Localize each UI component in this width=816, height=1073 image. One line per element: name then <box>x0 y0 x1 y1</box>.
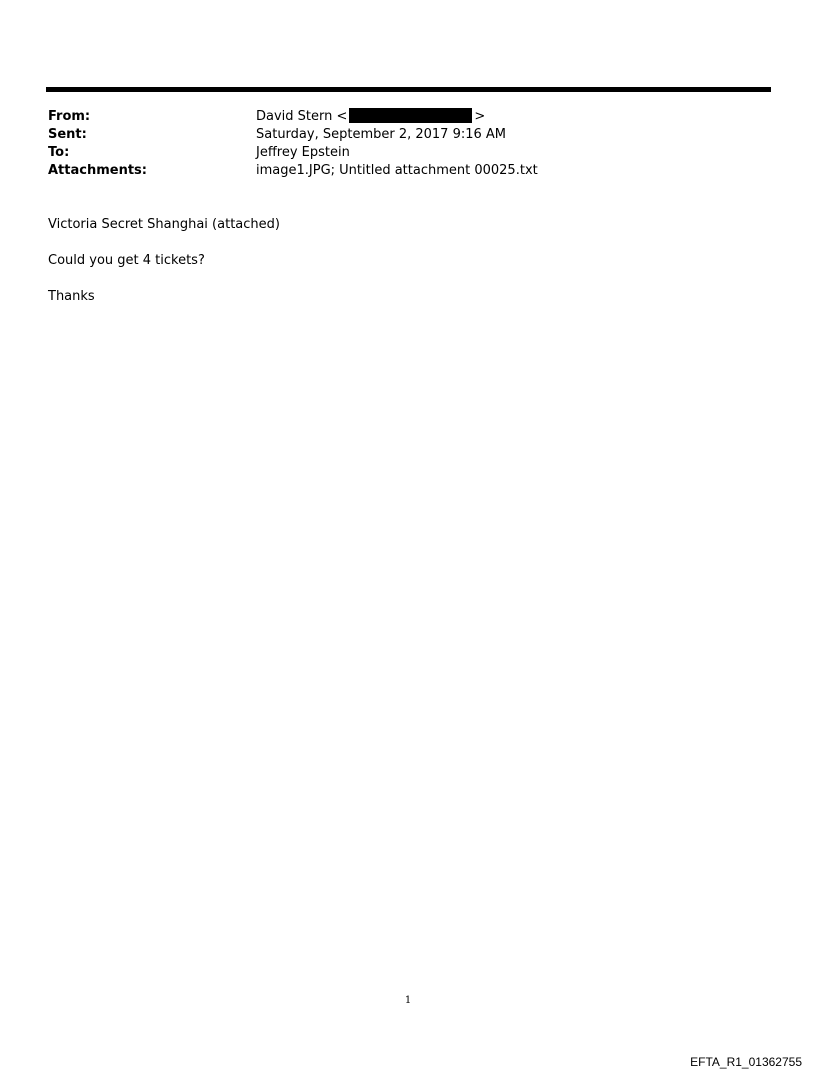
sent-label: Sent: <box>48 127 87 142</box>
body-line-1: Victoria Secret Shanghai (attached) <box>48 217 280 232</box>
attachments-label: Attachments: <box>48 163 147 178</box>
to-value: Jeffrey Epstein <box>256 145 350 160</box>
sent-value: Saturday, September 2, 2017 9:16 AM <box>256 127 507 142</box>
to-label: To: <box>48 145 70 160</box>
attachments-row <box>48 162 538 180</box>
header-divider <box>46 87 771 92</box>
page-number: 1 <box>404 995 412 1006</box>
bates-number: EFTA_R1_01362755 <box>690 1055 802 1069</box>
body-line-3: Thanks <box>48 289 95 304</box>
redaction-block <box>349 108 472 123</box>
email-header <box>48 108 538 180</box>
attachments-value: image1.JPG; Untitled attachment 00025.txt <box>256 163 538 178</box>
from-close: > <box>474 109 486 124</box>
body-line-2: Could you get 4 tickets? <box>48 253 205 268</box>
from-name: David Stern < <box>256 109 348 124</box>
email-body <box>48 216 280 324</box>
sent-row <box>48 126 538 144</box>
from-value <box>256 108 485 126</box>
from-row <box>48 108 538 126</box>
to-row <box>48 144 538 162</box>
from-label: From: <box>48 109 91 124</box>
